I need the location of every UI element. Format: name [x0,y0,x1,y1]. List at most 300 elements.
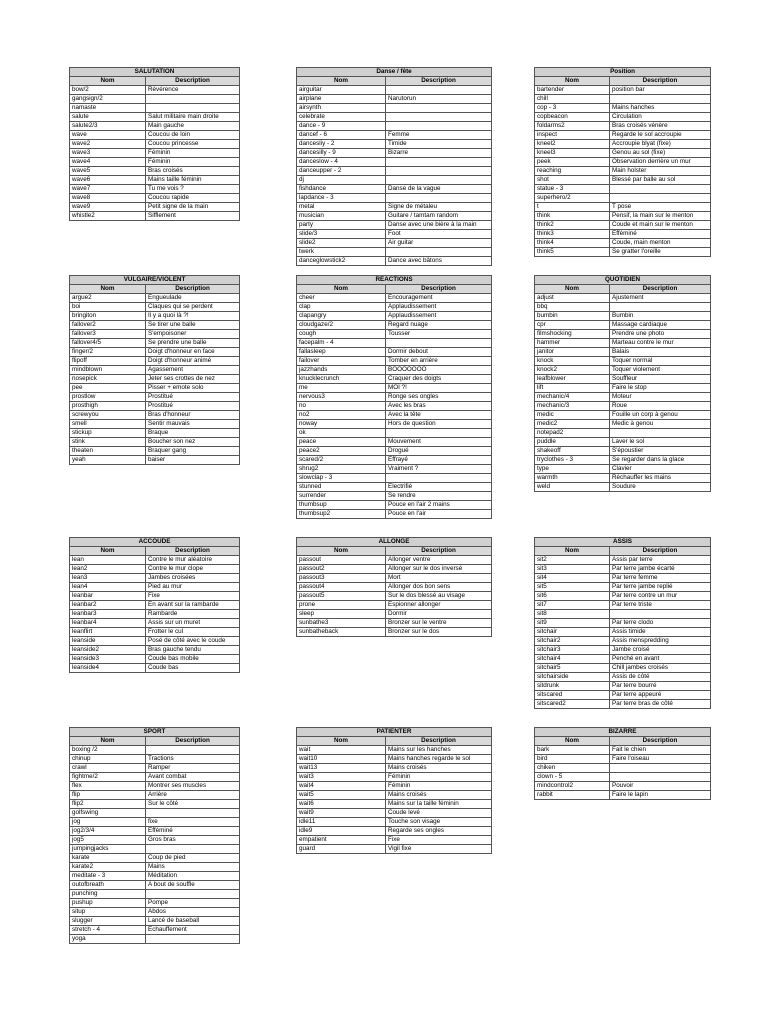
cell-nom: passout [297,556,386,565]
cell-description: MOI ?! [386,384,492,393]
table-row [297,411,492,420]
cell-description [386,86,492,95]
table-patienter [296,727,492,854]
table-row [297,321,492,330]
table-row [297,447,492,456]
column-header-description: Description [386,285,492,294]
table-row [535,384,711,393]
table-title: ALLONGE [297,538,492,547]
cell-description: Bras croisés vénère [610,122,711,131]
table-row [297,474,492,483]
cell-description: Sifflement [146,212,240,221]
cell-description: baiser [146,456,240,465]
cell-description: Pied au mur [146,583,240,592]
table-row [535,348,711,357]
cell-description: Foot [386,230,492,239]
table-title: SALUTATION [70,68,240,77]
cell-description: Touche son visage [386,818,492,827]
cell-description: Pouce en l'air 2 mains [386,501,492,510]
cell-nom: stink [70,438,146,447]
table-row [70,764,240,773]
column-header-nom: Nom [297,77,386,86]
cell-nom: wait4 [297,782,386,791]
cell-description: Par terre jambe replié [610,583,711,592]
cell-description: Prostitué [146,393,240,402]
table-row [70,899,240,908]
table-position [534,67,711,257]
cell-nom: statue - 3 [535,185,610,194]
table-row [297,429,492,438]
cell-description: Gros bras [146,836,240,845]
table-accoude [69,537,240,673]
cell-description: T pose [610,203,711,212]
cell-nom: sit8 [535,610,610,619]
cell-nom: dj [297,176,386,185]
cell-description: Prostitué [146,402,240,411]
table-row [297,185,492,194]
cell-nom: stretch - 4 [70,926,146,935]
table-allonge [296,537,492,637]
cell-description: Se prendre une balle [146,339,240,348]
cell-nom: wait10 [297,755,386,764]
cell-nom: leanside [70,637,146,646]
cell-description: Efféminé [146,827,240,836]
table-row [70,321,240,330]
cell-nom: bark [535,746,610,755]
table-row [70,583,240,592]
cell-nom: shakeoff [535,447,610,456]
cell-description: Accroupie blyat (fixe) [610,140,711,149]
cell-nom: sitscared [535,691,610,700]
cell-nom: situp [70,908,146,917]
column-header-description: Description [386,547,492,556]
cell-description: Blessé par balle au sol [610,176,711,185]
cell-nom: peace [297,438,386,447]
cell-description: Fixe [146,592,240,601]
table-row [70,95,240,104]
table-row [535,574,711,583]
cell-nom: wait3 [297,773,386,782]
table-quotidien [534,275,711,492]
cell-description: Avec la tête [386,411,492,420]
cell-description [610,773,711,782]
cell-description: Marteau contre le mur [610,339,711,348]
table-row [70,845,240,854]
table-row [70,773,240,782]
cell-nom: kneel3 [535,149,610,158]
table-row [535,483,711,492]
cell-nom: flip2 [70,800,146,809]
cell-nom: knock2 [535,366,610,375]
cell-nom: dancesliy - 2 [297,140,386,149]
cell-description: Coude bas [146,664,240,673]
table-row [535,194,711,203]
cell-nom: airsynth [297,104,386,113]
cell-nom: foldarms2 [535,122,610,131]
table-row [70,456,240,465]
cell-description: Regarde ses ongles [386,827,492,836]
cell-description [146,935,240,944]
cell-description: Féminin [146,158,240,167]
cell-nom: karate2 [70,863,146,872]
cell-description: Prendre une photo [610,330,711,339]
cell-description: Laver le sol [610,438,711,447]
cell-description: Féminin [146,149,240,158]
cell-nom: clown - 5 [535,773,610,782]
cell-description: Bras croisés [146,167,240,176]
cell-description: Balais [610,348,711,357]
table-row [535,212,711,221]
cell-description: Tu me vois ? [146,185,240,194]
cell-nom: fishdance [297,185,386,194]
cell-nom: wave9 [70,203,146,212]
cell-description: Abdos [146,908,240,917]
cell-description: Mort [386,574,492,583]
table-row [297,203,492,212]
cell-nom: leanbar2 [70,601,146,610]
table-row [535,366,711,375]
cell-nom: rabbit [535,791,610,800]
cell-description [386,104,492,113]
table-row [70,791,240,800]
cell-description: Coucou rapide [146,194,240,203]
cell-nom: chill [535,95,610,104]
table-row [297,230,492,239]
column-header-nom: Nom [535,285,610,294]
table-row [535,764,711,773]
cell-nom: me [297,384,386,393]
table-row [70,818,240,827]
cell-description: Féminin [386,773,492,782]
table-row [297,221,492,230]
table-row [535,610,711,619]
cell-description: Fait le chien [610,746,711,755]
cell-nom: whistle2 [70,212,146,221]
cell-description: Tractions [146,755,240,764]
table-row [535,474,711,483]
table-row [70,420,240,429]
cell-nom: prone [297,601,386,610]
cell-nom: theaten [70,447,146,456]
table-title: PATIENTER [297,728,492,737]
table-row [535,637,711,646]
cell-nom: shrug2 [297,465,386,474]
cell-description: Rambarde [146,610,240,619]
table-row [535,149,711,158]
cell-description: Coude, main menton [610,239,711,248]
cell-description: Méditation [146,872,240,881]
column-header-nom: Nom [70,547,146,556]
cell-nom: thumbsup [297,501,386,510]
table-row [535,556,711,565]
cell-description: Jambes croisées [146,574,240,583]
table-row [70,854,240,863]
cell-description: Souffleur [610,375,711,384]
cell-description: Chill jambes croisés [610,664,711,673]
cell-description: position bar [610,86,711,95]
cell-nom: thumbsup2 [297,510,386,519]
table-row [70,393,240,402]
table-row [70,872,240,881]
column-header-nom: Nom [297,285,386,294]
cell-description: Sentir mauvais [146,420,240,429]
table-row [70,917,240,926]
table-title: Danse / fête [297,68,492,77]
cell-nom: lean3 [70,574,146,583]
table-row [535,312,711,321]
cell-nom: lift [535,384,610,393]
table-row [535,646,711,655]
cell-description: Vraiment ? [386,465,492,474]
cell-nom: meditate - 3 [70,872,146,881]
cell-nom: medic [535,411,610,420]
cell-description: Réchauffer les mains [610,474,711,483]
cell-nom: clapangry [297,312,386,321]
cell-nom: sitchair2 [535,637,610,646]
cell-description: Dance avec bâtons [386,257,492,266]
cell-description [610,764,711,773]
table-row [535,140,711,149]
cell-description: Regard nuage [386,321,492,330]
cell-nom: empatient [297,836,386,845]
table-row [70,140,240,149]
column-header-description: Description [610,547,711,556]
cell-nom: sitscared2 [535,700,610,709]
table-row [535,176,711,185]
cell-description: Femme [386,131,492,140]
cell-nom: cough [297,330,386,339]
cell-description [386,474,492,483]
table-row [70,194,240,203]
cell-description: Medic à genou [610,420,711,429]
cell-nom: think4 [535,239,610,248]
cell-nom: passout2 [297,565,386,574]
column-header-nom: Nom [535,737,610,746]
table-row [70,429,240,438]
table-row [70,610,240,619]
cell-description: Sur le côté [146,800,240,809]
column-header-description: Description [386,737,492,746]
table-row [297,465,492,474]
cell-nom: sunbatheback [297,628,386,637]
cell-nom: leanside2 [70,646,146,655]
column-header-description: Description [386,77,492,86]
table-row [535,583,711,592]
cell-description: Lancé de baseball [146,917,240,926]
table-row [70,619,240,628]
table-row [297,800,492,809]
table-row [70,104,240,113]
table-row [535,248,711,257]
cell-nom: tryclothes - 3 [535,456,610,465]
table-row [535,185,711,194]
cell-nom: mechanic/4 [535,393,610,402]
cell-nom: jog [70,818,146,827]
cell-nom: wave5 [70,167,146,176]
cell-description [146,104,240,113]
table-row [297,628,492,637]
cell-nom: nervous3 [297,393,386,402]
table-row [70,601,240,610]
cell-description: Assis menspredding [610,637,711,646]
cell-nom: party [297,221,386,230]
cell-description: Applaudissement [386,303,492,312]
table-row [297,158,492,167]
table-row [70,438,240,447]
cell-nom: passout5 [297,592,386,601]
cell-description: S'époustier [610,447,711,456]
cell-nom: outofbreath [70,881,146,890]
column-header-description: Description [610,77,711,86]
cell-nom: bartender [535,86,610,95]
cell-description: Danse avec une bière à la main [386,221,492,230]
cell-description [386,158,492,167]
cell-nom: danceglowstick2 [297,257,386,266]
cell-nom: slide/3 [297,230,386,239]
cell-nom: idle11 [297,818,386,827]
cell-nom: lean4 [70,583,146,592]
cell-description: Timide [386,140,492,149]
cell-description [386,429,492,438]
table-row [535,773,711,782]
table-row [535,429,711,438]
cell-nom: jog5 [70,836,146,845]
cell-nom: fallover4/5 [70,339,146,348]
cell-description: Révérence [146,86,240,95]
cell-nom: type [535,465,610,474]
table-row [535,655,711,664]
cell-description: fixe [146,818,240,827]
table-row [535,375,711,384]
cell-nom: sitchairside [535,673,610,682]
table-reactions [296,275,492,519]
cell-nom: sitchair4 [535,655,610,664]
cell-nom: wave8 [70,194,146,203]
table-row [70,827,240,836]
cell-description: Craquer des doigts [386,375,492,384]
cell-nom: ok [297,429,386,438]
cell-nom: wave [70,131,146,140]
cell-nom: warmth [535,474,610,483]
column-header-description: Description [146,77,240,86]
cell-description: Applaudissement [386,312,492,321]
cell-nom: dancesilly - 9 [297,149,386,158]
table-row [535,330,711,339]
cell-description: Par terre appeuré [610,691,711,700]
cell-description: Frotter le cul [146,628,240,637]
table-title: ACCOUDE [70,538,240,547]
table-row [70,935,240,944]
table-row [70,890,240,899]
table-row [297,601,492,610]
cell-nom: dance - 9 [297,122,386,131]
cell-nom: idle9 [297,827,386,836]
table-row [70,800,240,809]
table-row [535,104,711,113]
cell-description: Efféminé [610,230,711,239]
table-row [70,86,240,95]
cell-description: Encouragement [386,294,492,303]
table-row [535,682,711,691]
cell-nom: sunbathe3 [297,619,386,628]
table-row [70,330,240,339]
cell-description: Par terre contre un mur [610,592,711,601]
table-row [535,628,711,637]
cell-nom: flex [70,782,146,791]
column-header-nom: Nom [535,77,610,86]
cell-nom: fightme/2 [70,773,146,782]
cell-description: Drogué [386,447,492,456]
cell-nom: prostlow [70,393,146,402]
cell-nom: medic2 [535,420,610,429]
table-row [70,131,240,140]
cell-nom: inspect [535,131,610,140]
table-row [70,402,240,411]
column-header-nom: Nom [297,547,386,556]
table-row [70,881,240,890]
table-title: BIZARRE [535,728,711,737]
table-row [297,492,492,501]
table-row [535,619,711,628]
cell-nom: cloudgaze/2 [297,321,386,330]
cell-nom: knock [535,357,610,366]
table-row [297,294,492,303]
cell-nom: jog2/3/4 [70,827,146,836]
cell-description: Mouvement [386,438,492,447]
cell-description: Contre le mur clope [146,565,240,574]
cell-description: Penché en avant [610,655,711,664]
table-row [297,619,492,628]
table-row [535,447,711,456]
table-row [535,673,711,682]
table-row [535,664,711,673]
cell-nom: wave4 [70,158,146,167]
column-header-description: Description [610,737,711,746]
cell-nom: sit7 [535,601,610,610]
table-row [535,294,711,303]
cell-nom: hammer [535,339,610,348]
cell-nom: dancef - 6 [297,131,386,140]
cell-nom: screwyou [70,411,146,420]
cell-description: Mains croisés [386,764,492,773]
cell-description: Fouille un corp à genou [610,411,711,420]
cell-description: Circulation [610,113,711,122]
cell-description: Espionner allonger [386,601,492,610]
cell-description: Coude bas mobile [146,655,240,664]
table-row [535,239,711,248]
table-row [535,95,711,104]
cell-nom: t [535,203,610,212]
cell-nom: slide2 [297,239,386,248]
table-row [297,140,492,149]
cell-description: Main holster [610,167,711,176]
table-row [297,483,492,492]
table-row [297,131,492,140]
table-row [535,357,711,366]
table-row [297,773,492,782]
cell-nom: passout3 [297,574,386,583]
cell-nom: wait6 [297,800,386,809]
cell-nom: leanside3 [70,655,146,664]
cell-description: Avec les bras [386,402,492,411]
cell-nom: gangsign/2 [70,95,146,104]
table-row [297,104,492,113]
cell-description: Pisser + emote solo [146,384,240,393]
cell-nom: sit9 [535,619,610,628]
cell-description: Guitare / tamtam random [386,212,492,221]
cell-nom: pee [70,384,146,393]
cell-nom: cop - 3 [535,104,610,113]
